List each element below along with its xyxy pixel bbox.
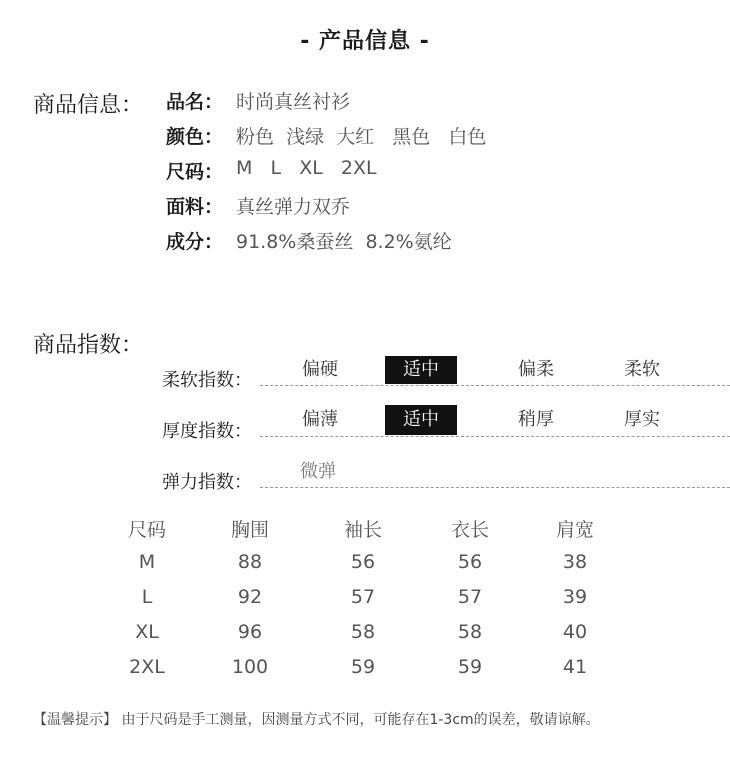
- table-cell-sleeve-xl: 58: [350, 621, 376, 643]
- size-table-header-length: 衣长: [450, 519, 489, 541]
- thickness-option-very-thick: 厚实: [624, 409, 660, 430]
- elasticity-divider: [260, 487, 730, 488]
- softness-option-medium-selected: 适中: [385, 356, 457, 384]
- table-cell-size-l: L: [141, 586, 153, 608]
- table-cell-sleeve-2xl: 59: [350, 656, 376, 678]
- table-cell-length-l: 57: [457, 586, 483, 608]
- table-cell-chest-xl: 96: [237, 621, 263, 643]
- product-info-label: 商品信息：: [33, 93, 144, 118]
- info-value-name: 时尚真丝衬衫: [236, 91, 351, 113]
- thickness-option-thin: 偏薄: [302, 409, 338, 430]
- table-cell-size-m: M: [138, 551, 156, 573]
- table-cell-shoulder-l: 39: [562, 586, 588, 608]
- info-key-composition: 成分：: [166, 231, 224, 253]
- thickness-option-medium-selected: 适中: [385, 405, 457, 435]
- thickness-option-thick: 稍厚: [518, 409, 554, 430]
- softness-label: 柔软指数：: [162, 370, 252, 391]
- softness-option-hard: 偏硬: [302, 359, 338, 380]
- info-value-fabric: 真丝弹力双乔: [236, 196, 351, 218]
- softness-option-very-soft: 柔软: [624, 359, 660, 380]
- size-table-header-sleeve: 袖长: [343, 519, 382, 541]
- table-cell-shoulder-m: 38: [562, 551, 588, 573]
- elasticity-label: 弹力指数：: [162, 472, 252, 493]
- table-cell-sleeve-l: 57: [350, 586, 376, 608]
- info-key-size: 尺码：: [166, 161, 224, 183]
- info-key-fabric: 面料：: [166, 196, 224, 218]
- elasticity-option-slight: 微弹: [300, 461, 336, 482]
- table-cell-length-2xl: 59: [457, 656, 483, 678]
- page-title: - 产品信息 -: [300, 29, 430, 54]
- thickness-label: 厚度指数：: [162, 421, 252, 442]
- table-cell-chest-l: 92: [237, 586, 263, 608]
- table-cell-sleeve-m: 56: [350, 551, 376, 573]
- size-table-header-chest: 胸围: [230, 519, 269, 541]
- info-key-color: 颜色：: [166, 126, 224, 148]
- table-cell-chest-2xl: 100: [231, 656, 269, 678]
- info-value-size: M L XL 2XL: [236, 157, 377, 179]
- measurement-note: 【温馨提示】 由于尺码是手工测量，因测量方式不同，可能存在1-3cm的误差，敬请谅解。: [33, 712, 600, 728]
- table-cell-shoulder-xl: 40: [562, 621, 588, 643]
- table-cell-size-xl: XL: [135, 621, 159, 643]
- table-cell-chest-m: 88: [237, 551, 263, 573]
- table-cell-length-m: 56: [457, 551, 483, 573]
- table-cell-size-2xl: 2XL: [129, 656, 165, 678]
- table-cell-shoulder-2xl: 41: [562, 656, 588, 678]
- size-table-header-size: 尺码: [127, 519, 166, 541]
- info-key-name: 品名：: [166, 91, 224, 113]
- size-table-header-shoulder: 肩宽: [555, 519, 594, 541]
- table-cell-length-xl: 58: [457, 621, 483, 643]
- info-value-color: 粉色 浅绿 大红 黑色 白色: [236, 126, 487, 148]
- info-value-composition: 91.8%桑蚕丝 8.2%氨纶: [236, 231, 452, 253]
- thickness-divider: [260, 436, 730, 437]
- softness-divider: [260, 385, 730, 386]
- softness-option-soft: 偏柔: [518, 359, 554, 380]
- indices-label: 商品指数：: [33, 333, 144, 358]
